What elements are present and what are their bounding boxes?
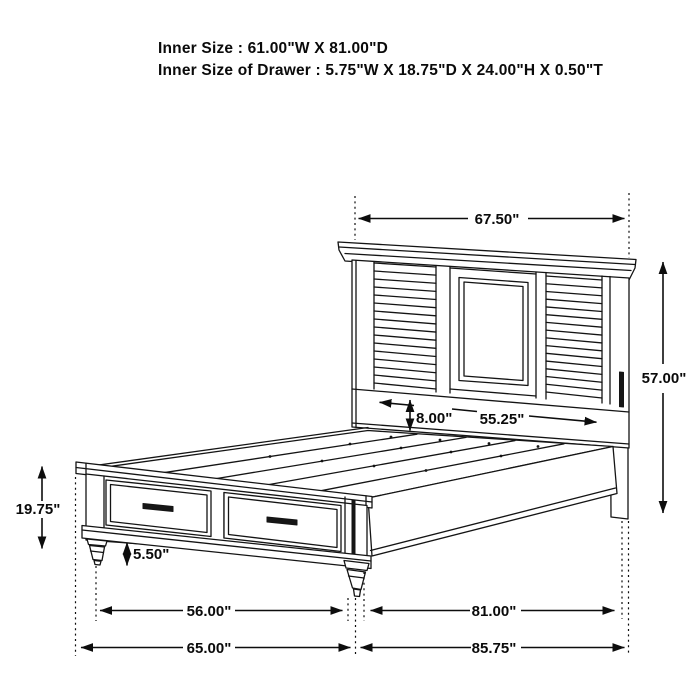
inner-drawer-size-text: Inner Size of Drawer : 5.75"W X 18.75"D X 24.00"H X 0.50"T [158, 62, 604, 79]
post-shadow-strip [352, 500, 355, 556]
deck-screw-dot [425, 469, 428, 472]
deck-screw-dot [373, 465, 376, 468]
deck-screw-dot [349, 443, 352, 446]
deck-screw-dot [390, 436, 393, 439]
deck-screw-dot [400, 447, 403, 450]
dimension-footboard-span [100, 603, 343, 620]
dimension-label: 5.50" [133, 546, 170, 563]
dimension-side-rail-span [371, 603, 615, 620]
deck-screw-dot [450, 451, 453, 454]
deck-screw-dot [537, 445, 540, 448]
dimension-overall-length [361, 640, 625, 657]
dimension-foot-height [127, 543, 169, 566]
dimension-label: 65.00" [186, 640, 232, 657]
dimension-headboard-height [642, 262, 687, 513]
dimension-label: 56.00" [186, 603, 232, 620]
deck-screw-dot [439, 439, 442, 442]
dimension-label: 19.75" [15, 501, 61, 518]
deck-screw-dot [500, 455, 503, 458]
leg-shadow-strip [620, 372, 624, 407]
dimension-label: 57.00" [641, 370, 687, 387]
dimension-label: 67.50" [474, 211, 520, 228]
dimension-label: 81.00" [471, 603, 517, 620]
deck-screw-dot [321, 460, 324, 463]
dimension-label: 55.25" [479, 411, 525, 428]
dimension-overall-width [81, 640, 351, 657]
dimension-label: 8.00" [416, 410, 453, 427]
deck-screw-dot [269, 455, 272, 458]
mirror-panel [464, 282, 523, 381]
inner-size-text: Inner Size : 61.00"W X 81.00"D [158, 40, 389, 57]
dimension-headboard-width [359, 211, 625, 228]
deck-screw-dot [488, 442, 491, 445]
dimension-footboard-height [16, 467, 61, 549]
foot-left [87, 539, 107, 565]
foot-front [344, 561, 369, 597]
dimension-label: 85.75" [471, 640, 517, 657]
